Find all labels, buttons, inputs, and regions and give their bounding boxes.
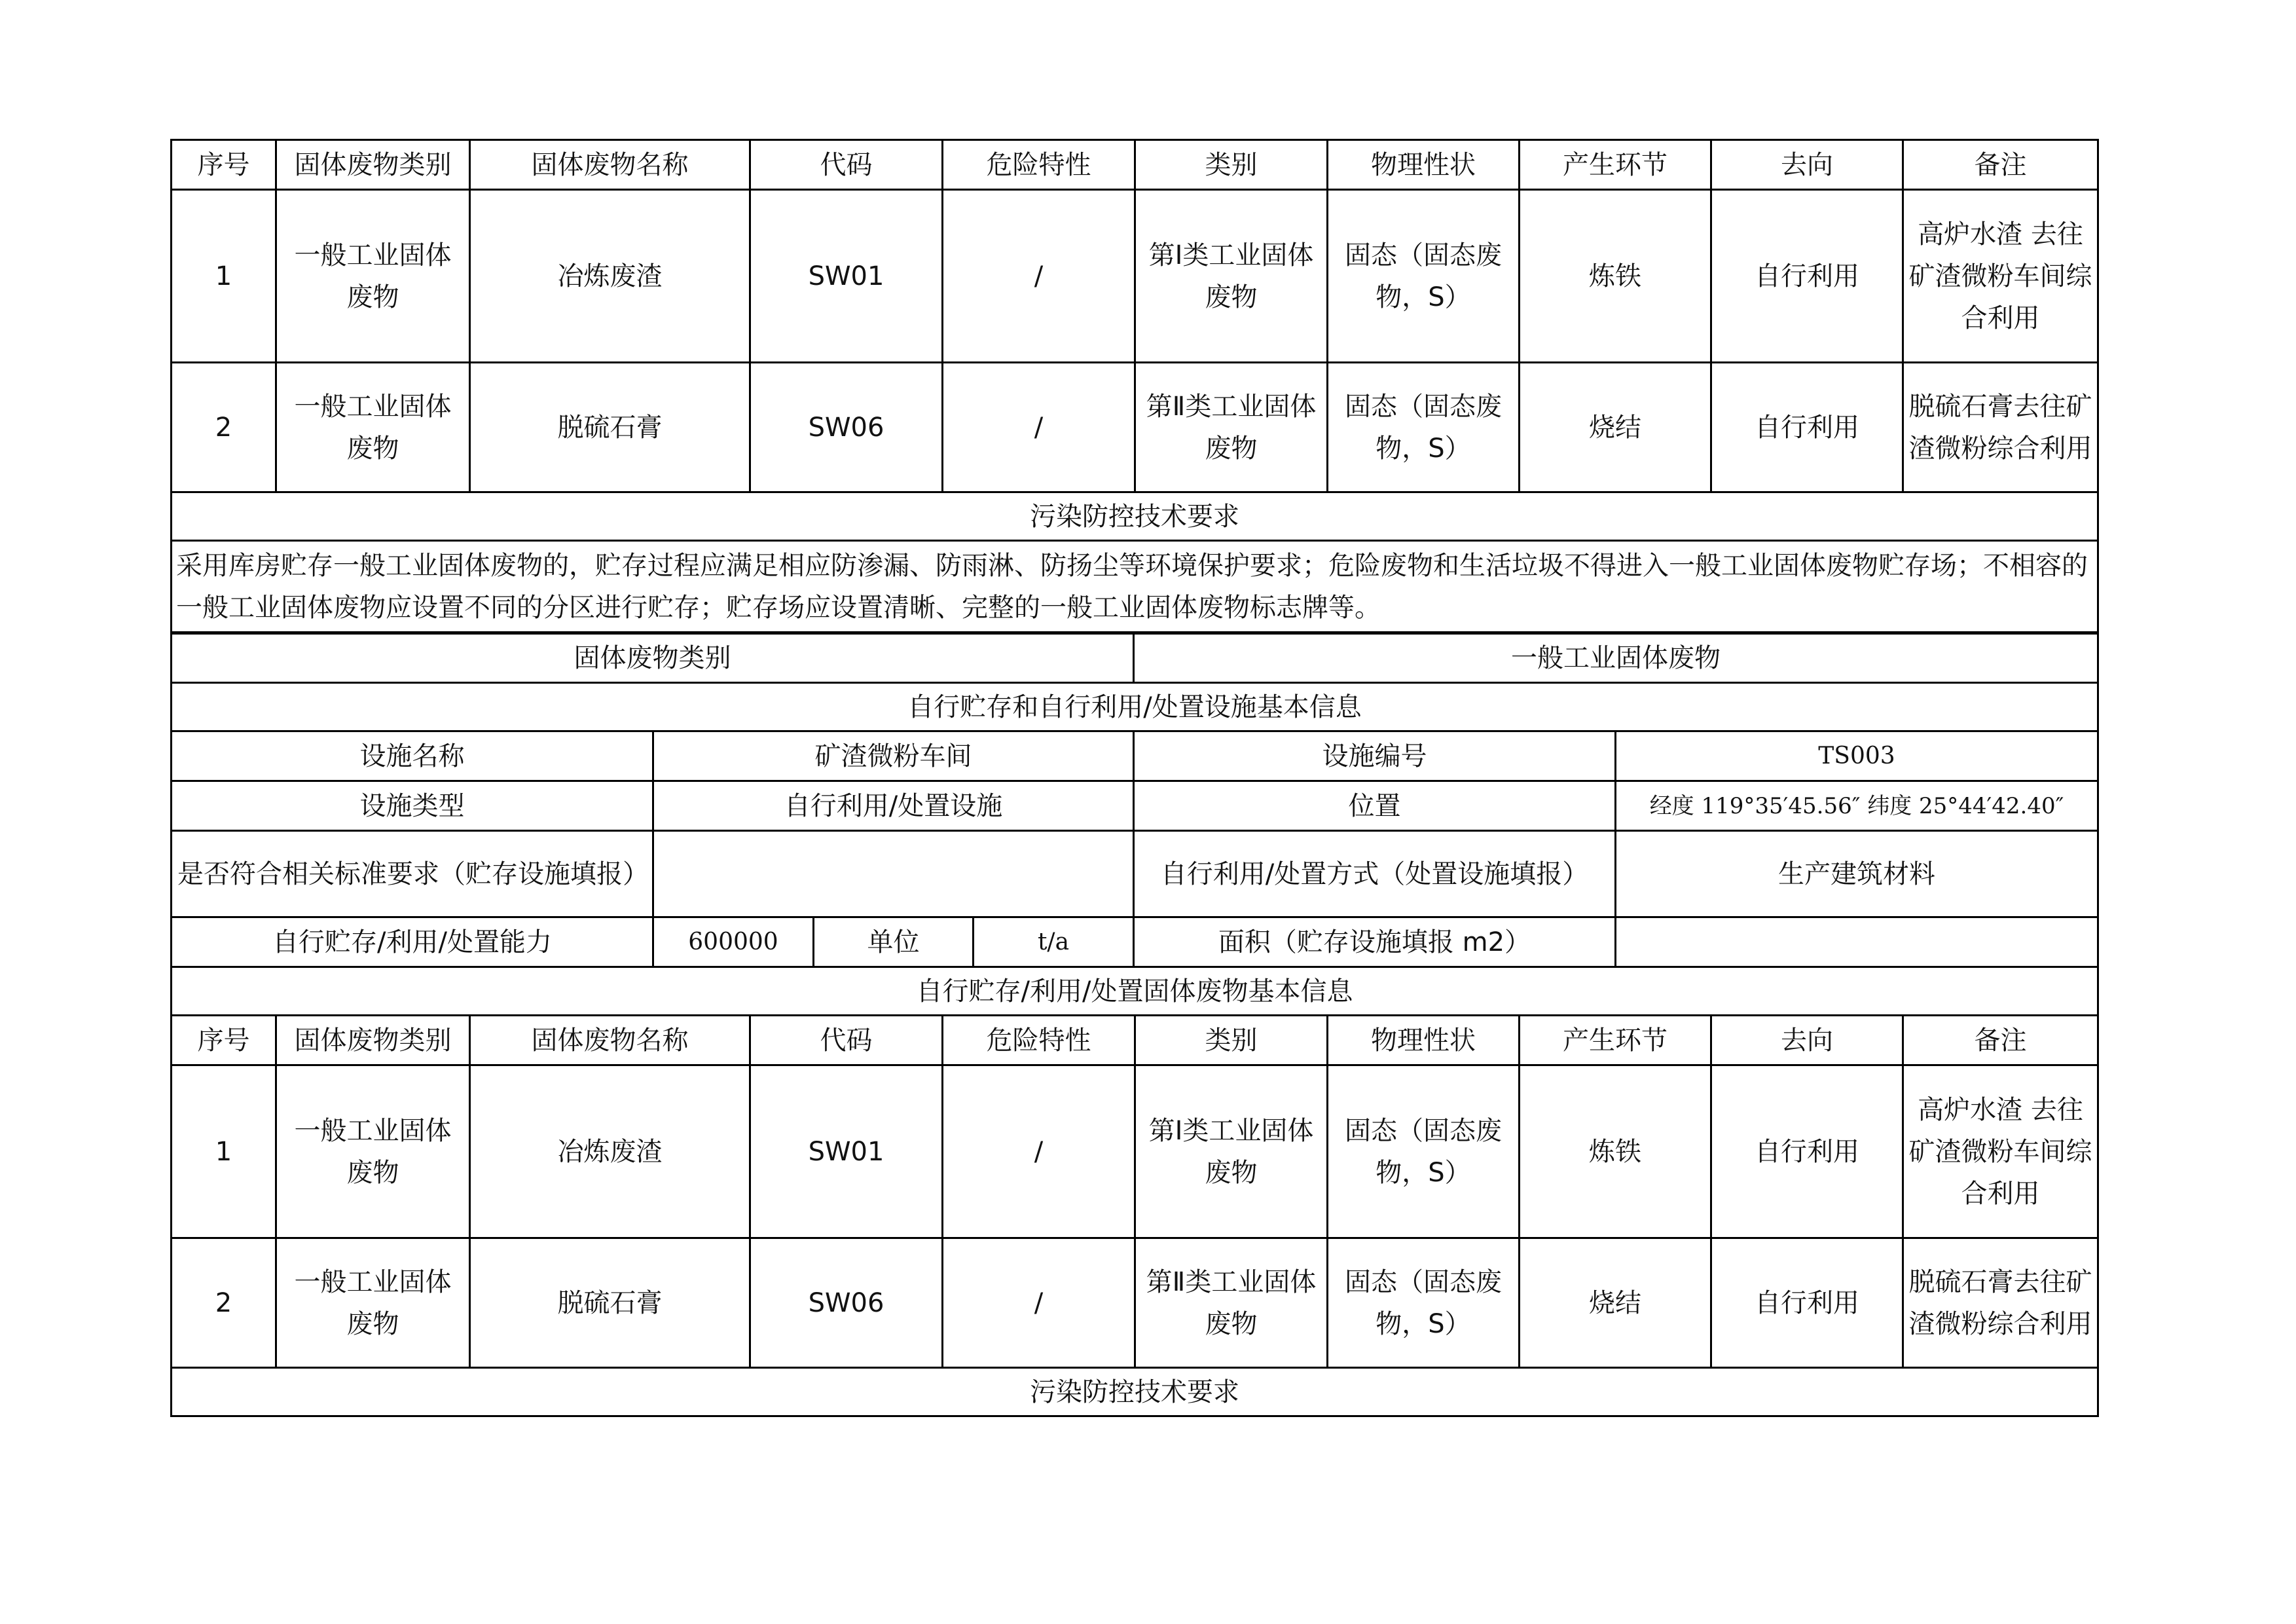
state-cell: 固态（固态废物，S）: [1328, 1065, 1520, 1238]
location-value: 经度 119°35′45.56″ 纬度 25°44′42.40″: [1616, 781, 2098, 831]
header-cell: 去向: [1711, 1016, 1903, 1065]
document-sheet: [170, 139, 2097, 1417]
location-label: 位置: [1134, 781, 1616, 831]
facility-name-row: [172, 731, 2098, 781]
header-cell: 固体废物名称: [470, 1016, 750, 1065]
unit-label: 单位: [814, 917, 974, 967]
area-label: 面积（贮存设施填报 m2）: [1134, 917, 1616, 967]
state-cell: 固态（固态废物，S）: [1328, 1238, 1520, 1368]
facility-name-label: 设施名称: [172, 731, 653, 781]
name-cell: 冶炼废渣: [470, 1065, 750, 1238]
hazard-cell: /: [943, 363, 1135, 492]
pollution-title: 污染防控技术要求: [172, 492, 2098, 541]
name-cell: 脱硫石膏: [470, 363, 750, 492]
header-cell: 固体废物名称: [470, 140, 750, 190]
header-cell: 代码: [750, 1016, 943, 1065]
facility-type-value: 自行利用/处置设施: [653, 781, 1134, 831]
header-cell: 产生环节: [1520, 1016, 1711, 1065]
header-cell: 固体废物类别: [276, 1016, 470, 1065]
header-cell: 去向: [1711, 140, 1903, 190]
header-cell: 类别: [1135, 140, 1328, 190]
facility-type-label: 设施类型: [172, 781, 653, 831]
capacity-row: [172, 917, 2098, 967]
table-row: [172, 1238, 2098, 1368]
header-row: [172, 1016, 2098, 1065]
header-cell: 固体废物类别: [276, 140, 470, 190]
category-cell: 一般工业固体废物: [276, 1238, 470, 1368]
standard-value: [653, 831, 1134, 917]
header-cell: 危险特性: [943, 140, 1135, 190]
solid-waste-table-2: [170, 1014, 2099, 1417]
class-cell: 第Ⅰ类工业固体废物: [1135, 190, 1328, 363]
section-title-row: [172, 683, 2098, 731]
stage-cell: 炼铁: [1520, 1065, 1711, 1238]
unit-value: t/a: [974, 917, 1134, 967]
standard-row: [172, 831, 2098, 917]
category-cell: 一般工业固体废物: [276, 1065, 470, 1238]
destination-cell: 自行利用: [1711, 1238, 1903, 1368]
class-cell: 第Ⅰ类工业固体废物: [1135, 1065, 1328, 1238]
category-row: [172, 633, 2098, 683]
facility-code-label: 设施编号: [1134, 731, 1616, 781]
remark-cell: 脱硫石膏去往矿渣微粉综合利用: [1903, 363, 2098, 492]
header-cell: 序号: [172, 140, 276, 190]
capacity-label: 自行贮存/利用/处置能力: [172, 917, 653, 967]
pollution-text: 采用库房贮存一般工业固体废物的，贮存过程应满足相应防渗漏、防雨淋、防扬尘等环境保护要求；危险废物和生活垃圾不得进入一般工业固体废物贮存场；不相容的一般工业固体废物应设置不同的分区进行贮存；贮存场应设置清晰、完整的一般工业固体废物标志牌等。: [172, 541, 2098, 633]
header-cell: 产生环节: [1520, 140, 1711, 190]
area-value: [1616, 917, 2098, 967]
name-cell: 冶炼废渣: [470, 190, 750, 363]
code-cell: SW06: [750, 1238, 943, 1368]
header-cell: 代码: [750, 140, 943, 190]
header-cell: 备注: [1903, 140, 2098, 190]
category-cell: 一般工业固体废物: [276, 190, 470, 363]
code-cell: SW01: [750, 190, 943, 363]
seq-cell: 1: [172, 1065, 276, 1238]
class-cell: 第Ⅱ类工业固体废物: [1135, 1238, 1328, 1368]
standard-label: 是否符合相关标准要求（贮存设施填报）: [172, 831, 653, 917]
header-cell: 危险特性: [943, 1016, 1135, 1065]
facility-code-value: TS003: [1616, 731, 2098, 781]
pollution-title-2: 污染防控技术要求: [172, 1368, 2098, 1416]
stage-cell: 烧结: [1520, 1238, 1711, 1368]
category-cell: 一般工业固体废物: [276, 363, 470, 492]
hazard-cell: /: [943, 1065, 1135, 1238]
facility-table: [170, 631, 2099, 1016]
seq-cell: 2: [172, 363, 276, 492]
stage-cell: 炼铁: [1520, 190, 1711, 363]
destination-cell: 自行利用: [1711, 1065, 1903, 1238]
header-cell: 序号: [172, 1016, 276, 1065]
hazard-cell: /: [943, 190, 1135, 363]
header-cell: 物理性状: [1328, 1016, 1520, 1065]
pollution-text-row: [172, 541, 2098, 633]
solid-waste-table: [170, 139, 2099, 633]
stage-cell: 烧结: [1520, 363, 1711, 492]
remark-cell: 高炉水渣 去往矿渣微粉车间综合利用: [1903, 190, 2098, 363]
category-value: 一般工业固体废物: [1134, 633, 2098, 683]
seq-cell: 1: [172, 190, 276, 363]
state-cell: 固态（固态废物，S）: [1328, 190, 1520, 363]
table-row: [172, 363, 2098, 492]
table-row: [172, 190, 2098, 363]
section-title-row: [172, 967, 2098, 1016]
method-label: 自行利用/处置方式（处置设施填报）: [1134, 831, 1616, 917]
state-cell: 固态（固态废物，S）: [1328, 363, 1520, 492]
destination-cell: 自行利用: [1711, 363, 1903, 492]
hazard-cell: /: [943, 1238, 1135, 1368]
method-value: 生产建筑材料: [1616, 831, 2098, 917]
class-cell: 第Ⅱ类工业固体废物: [1135, 363, 1328, 492]
remark-cell: 脱硫石膏去往矿渣微粉综合利用: [1903, 1238, 2098, 1368]
seq-cell: 2: [172, 1238, 276, 1368]
basic-info-title: 自行贮存/利用/处置固体废物基本信息: [172, 967, 2098, 1016]
capacity-value: 600000: [653, 917, 814, 967]
section-title-row: [172, 1368, 2098, 1416]
header-row: [172, 140, 2098, 190]
name-cell: 脱硫石膏: [470, 1238, 750, 1368]
header-cell: 备注: [1903, 1016, 2098, 1065]
facility-type-row: [172, 781, 2098, 831]
section-title-row: [172, 492, 2098, 541]
header-cell: 物理性状: [1328, 140, 1520, 190]
table-row: [172, 1065, 2098, 1238]
code-cell: SW01: [750, 1065, 943, 1238]
destination-cell: 自行利用: [1711, 190, 1903, 363]
header-cell: 类别: [1135, 1016, 1328, 1065]
code-cell: SW06: [750, 363, 943, 492]
facility-name-value: 矿渣微粉车间: [653, 731, 1134, 781]
remark-cell: 高炉水渣 去往矿渣微粉车间综合利用: [1903, 1065, 2098, 1238]
category-label: 固体废物类别: [172, 633, 1134, 683]
facility-section-title: 自行贮存和自行利用/处置设施基本信息: [172, 683, 2098, 731]
